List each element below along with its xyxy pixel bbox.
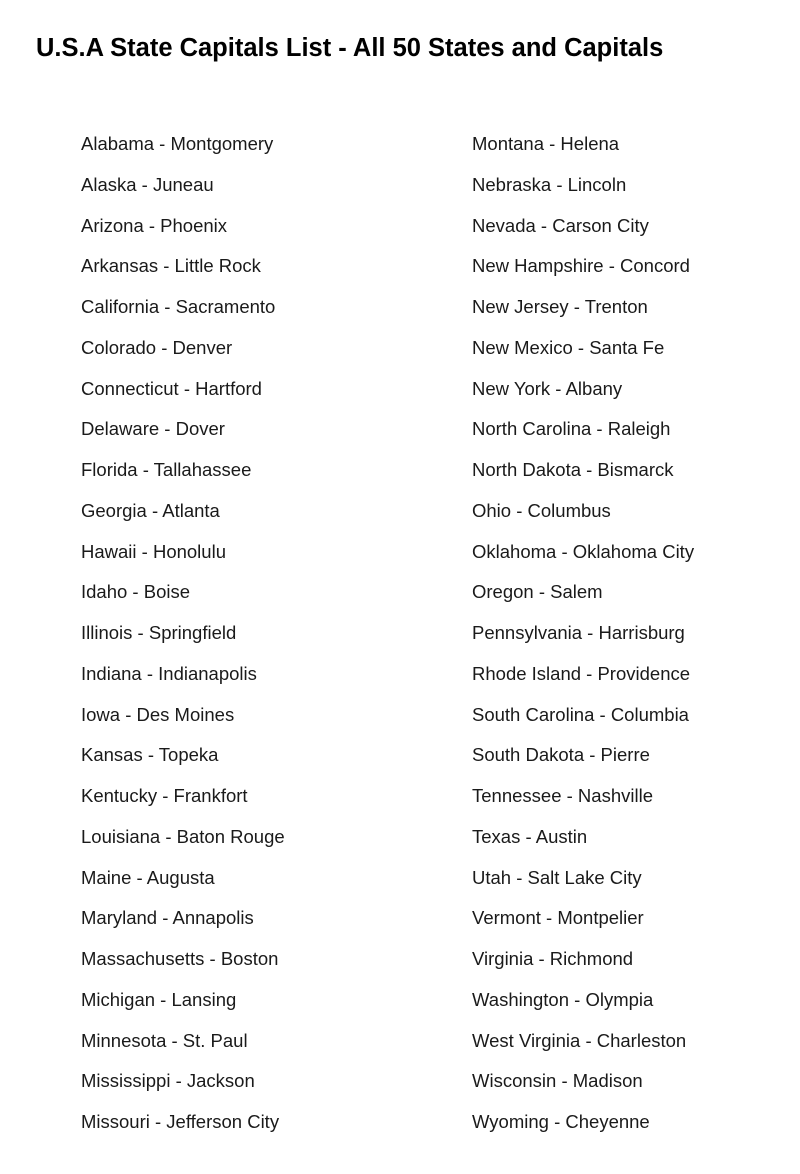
list-item: New Hampshire - Concord [472,255,690,277]
list-item: Vermont - Montpelier [472,907,644,929]
list-item: Hawaii - Honolulu [81,540,226,562]
list-item: Massachusetts - Boston [81,948,279,969]
list-item: Oregon - Salem [472,581,603,603]
list-item: Delaware - Dover [81,418,225,440]
list-item: Florida - Tallahassee [81,459,252,480]
list-item: Connecticut - Hartford [81,377,262,399]
list-item: Michigan - Lansing [81,988,237,1010]
list-item: North Carolina - Raleigh [472,418,671,440]
list-item: Wyoming - Cheyenne [472,1111,650,1132]
list-item: South Dakota - Pierre [472,744,650,766]
list-item: Utah - Salt Lake City [472,866,642,888]
list-item: New York - Albany [472,377,623,399]
list-item: Idaho - Boise [81,581,191,603]
list-item: Minnesota - St. Paul [81,1029,248,1051]
list-item: Alabama - Montgomery [81,133,274,154]
list-item: Maryland - Annapolis [81,907,254,929]
list-item: Kansas - Topeka [81,744,219,766]
left-column-list [81,126,285,1145]
list-item: Ohio - Columbus [472,499,611,521]
list-item: Indiana - Indianapolis [81,662,257,684]
list-item: Louisiana - Baton Rouge [81,825,285,847]
list-item: Georgia - Atlanta [81,499,220,521]
list-item: Montana - Helena [472,133,620,154]
right-column-list [472,126,694,1145]
list-item: Tennessee - Nashville [472,785,653,806]
list-item: Arizona - Phoenix [81,214,228,236]
list-item: Virginia - Richmond [472,948,634,969]
list-item: Nevada - Carson City [472,214,649,236]
list-item: Iowa - Des Moines [81,703,235,725]
list-item: Missouri - Jefferson City [81,1111,280,1132]
list-item: Pennsylvania - Harrisburg [472,622,685,643]
list-item: Texas - Austin [472,825,588,847]
list-item: Arkansas - Little Rock [81,255,261,277]
list-item: Maine - Augusta [81,866,215,888]
list-item: Colorado - Denver [81,336,233,358]
list-item: Nebraska - Lincoln [472,173,627,195]
list-item: West Virginia - Charleston [472,1029,687,1051]
list-item: Wisconsin - Madison [472,1070,643,1092]
page-title: U.S.A State Capitals List - All 50 States and Capitals [36,34,664,62]
list-item: Washington - Olympia [472,988,654,1010]
list-item: Alaska - Juneau [81,173,214,195]
list-item: North Dakota - Bismarck [472,459,674,480]
list-item: Oklahoma - Oklahoma City [472,540,695,562]
list-item: South Carolina - Columbia [472,703,689,725]
list-item: New Mexico - Santa Fe [472,336,665,358]
list-item: Kentucky - Frankfort [81,785,248,806]
list-item: California - Sacramento [81,296,276,317]
list-item: Rhode Island - Providence [472,662,691,684]
list-item: Illinois - Springfield [81,622,237,643]
list-item: Mississippi - Jackson [81,1070,255,1092]
list-item: New Jersey - Trenton [472,296,648,317]
